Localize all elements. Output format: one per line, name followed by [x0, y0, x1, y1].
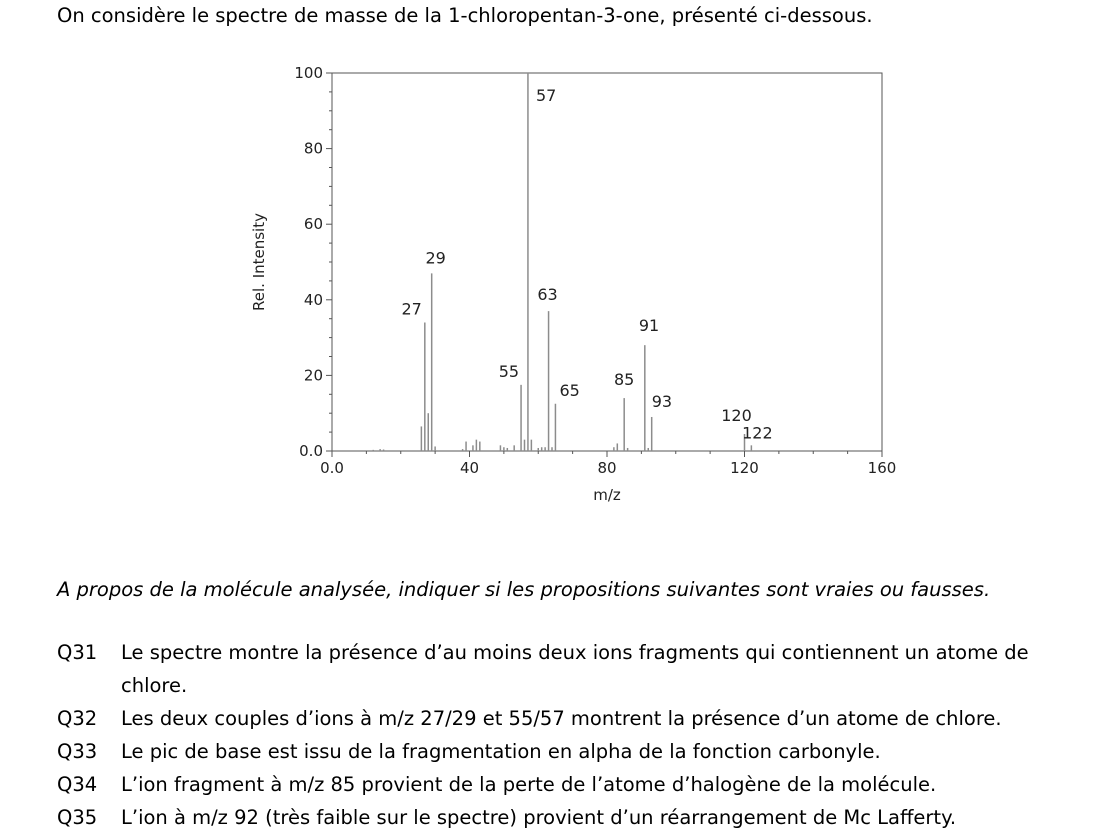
question-text: L’ion à m/z 92 (très faible sur le spectre) provient d’un réarrangement de Mc Lafferty.	[121, 806, 957, 829]
question-number: Q33	[57, 740, 98, 763]
plot-frame	[332, 73, 882, 451]
question-q33	[57, 735, 1087, 768]
x-tick-label: 0.0	[320, 459, 344, 477]
x-tick-label: 160	[867, 459, 897, 477]
intro-text: On considère le spectre de masse de la 1-chloropentan-3-one, présenté ci-dessous.	[57, 4, 873, 27]
peak-label: 65	[559, 380, 580, 400]
mass-spectrum-chart	[240, 60, 920, 510]
question-number: Q35	[57, 806, 98, 829]
peak-label: 29	[425, 248, 446, 268]
peak-label: 93	[651, 391, 673, 411]
peak-label: 63	[537, 285, 558, 305]
instruction-text: A propos de la molécule analysée, indiquer si les propositions suivantes sont vraies ou fausses.	[57, 578, 991, 601]
peak-label: 57	[535, 86, 557, 105]
y-axis-label: Rel. Intensity	[250, 213, 268, 311]
peak-label: 55	[498, 361, 520, 381]
question-q34	[57, 768, 1087, 801]
question-q31	[57, 636, 1087, 702]
x-tick-label: 40	[459, 459, 480, 477]
question-number: Q31	[57, 641, 98, 664]
question-number: Q34	[57, 773, 98, 796]
peak-label: 91	[638, 316, 660, 336]
question-text: Le spectre montre la présence d’au moins deux ions fragments qui contiennent un atome de chlore.	[121, 641, 1029, 697]
question-q35	[57, 801, 1087, 834]
y-tick-label: 60	[303, 215, 323, 234]
question-q32	[57, 702, 1087, 735]
x-axis-ticks	[320, 451, 896, 477]
x-tick-label: 80	[597, 459, 617, 477]
peak-label: 122	[742, 423, 773, 443]
y-axis-ticks	[294, 64, 332, 460]
question-text: Les deux couples d’ions à m/z 27/29 et 55/57 montrent la présence d’un atome de chlore.	[121, 707, 1002, 730]
peak-annotations	[401, 86, 772, 442]
y-tick-label: 40	[303, 290, 323, 309]
y-tick-label: 100	[294, 64, 323, 82]
peak-label: 85	[614, 370, 635, 390]
y-tick-label: 0.0	[299, 442, 323, 460]
question-text: Le pic de base est issu de la fragmentation en alpha de la fonction carbonyle.	[121, 740, 881, 763]
question-number: Q32	[57, 707, 98, 730]
y-tick-label: 80	[303, 139, 323, 158]
x-tick-label: 120	[730, 459, 759, 477]
x-axis-label: m/z	[593, 486, 621, 504]
peak-label: 120	[721, 405, 752, 425]
question-text: L’ion fragment à m/z 85 provient de la perte de l’atome d’halogène de la molécule.	[121, 773, 937, 796]
y-tick-label: 20	[303, 366, 323, 385]
peak-label: 27	[401, 299, 422, 319]
